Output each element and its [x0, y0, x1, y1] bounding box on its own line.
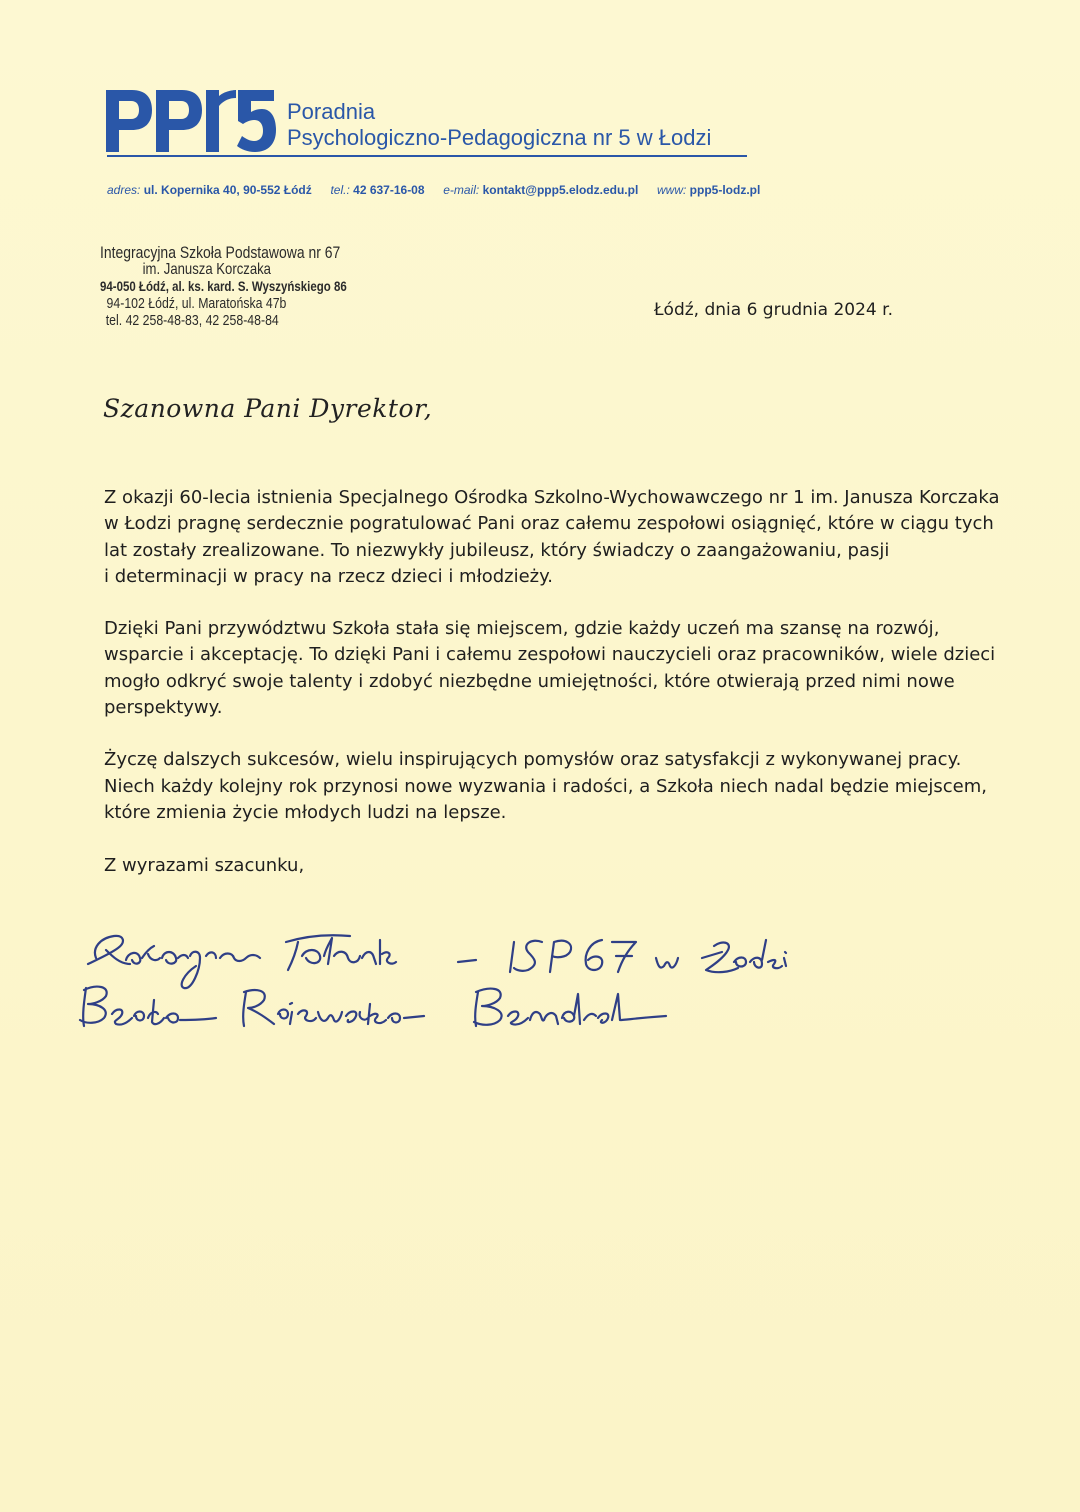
ppp5-logo-icon	[104, 88, 276, 154]
contact-line	[107, 183, 760, 197]
closing: Z wyrazami szacunku,	[104, 855, 305, 876]
stamp-line-school: Integracyjna Szkoła Podstawowa nr 67	[100, 243, 341, 262]
organization-name-line2: Psychologiczno-Pedagogiczna nr 5 w Łodzi	[287, 125, 712, 150]
www-label: www:	[656, 183, 687, 197]
paragraph-line: perspektywy.	[104, 697, 223, 719]
paragraph-line: Dzięki Pani przywództwu Szkoła stała się miejscem, gdzie każdy uczeń ma szansę na rozwój,	[104, 618, 940, 640]
phone-value: 42 637-16-08	[353, 183, 425, 197]
stamp-line-patron: im. Janusza Korczaka	[142, 261, 271, 278]
paragraph-line: które zmienia życie młodych ludzi na lepsze.	[104, 801, 507, 823]
letter-date: Łódź, dnia 6 grudnia 2024 r.	[654, 300, 893, 320]
stamp-line-phone: tel. 42 258-48-83, 42 258-48-84	[105, 312, 279, 329]
stamp-line-address2: 94-102 Łódź, ul. Maratońska 47b	[106, 295, 287, 312]
paragraph-line: Życzę dalszych sukcesów, wielu inspirujących pomysłów oraz satysfakcji z wykonywanej pracy.	[104, 749, 962, 771]
email-value: kontakt@ppp5.elodz.edu.pl	[482, 183, 639, 197]
paragraph-line: i determinacji w pracy na rzecz dzieci i młodzieży.	[104, 565, 553, 587]
www-value: ppp5-lodz.pl	[689, 183, 761, 197]
address-value: ul. Kopernika 40, 90-552 Łódź	[143, 183, 312, 197]
handwritten-signature	[66, 920, 806, 1040]
paragraph-line: Z okazji 60-lecia istnienia Specjalnego Ośrodka Szkolno-Wychowawczego nr 1 im. Janusza Korczaka	[104, 487, 1000, 508]
salutation: Szanowna Pani Dyrektor,	[103, 394, 433, 423]
organization-name-line1: Poradnia	[287, 99, 376, 124]
letter-body	[104, 485, 1004, 852]
phone-label: tel.:	[330, 183, 350, 197]
stamp-line-address1: 94-050 Łódź, al. ks. kard. S. Wyszyńskiego 86	[100, 278, 347, 294]
paragraph-1	[104, 485, 1004, 590]
paragraph-2	[104, 616, 1004, 721]
paragraph-3	[104, 747, 1004, 826]
address-label: adres:	[107, 183, 141, 197]
paragraph-line: mogło odkryć swoje talenty i zdobyć niezbędne umiejętności, które otwierają przed nimi nowe	[104, 670, 955, 692]
paragraph-line: w Łodzi pragnę serdecznie pogratulować Pani oraz całemu zespołowi osiągnięć, które w ciągu tych	[104, 513, 994, 535]
organization-name	[287, 99, 711, 151]
email-label: e-mail:	[443, 183, 480, 197]
letterhead-divider	[107, 155, 747, 157]
paragraph-line: lat zostały zrealizowane. To niezwykły jubileusz, który świadczy o zaangażowaniu, pasji	[104, 539, 890, 561]
paragraph-line: wsparcie i akceptację. To dzięki Pani i całemu zespołowi nauczycieli oraz pracowników, wiele dzieci	[104, 644, 996, 666]
paragraph-line: Niech każdy kolejny rok przynosi nowe wyzwania i radości, a Szkoła niech nadal będzie miejscem,	[104, 775, 988, 797]
recipient-stamp	[100, 244, 347, 329]
